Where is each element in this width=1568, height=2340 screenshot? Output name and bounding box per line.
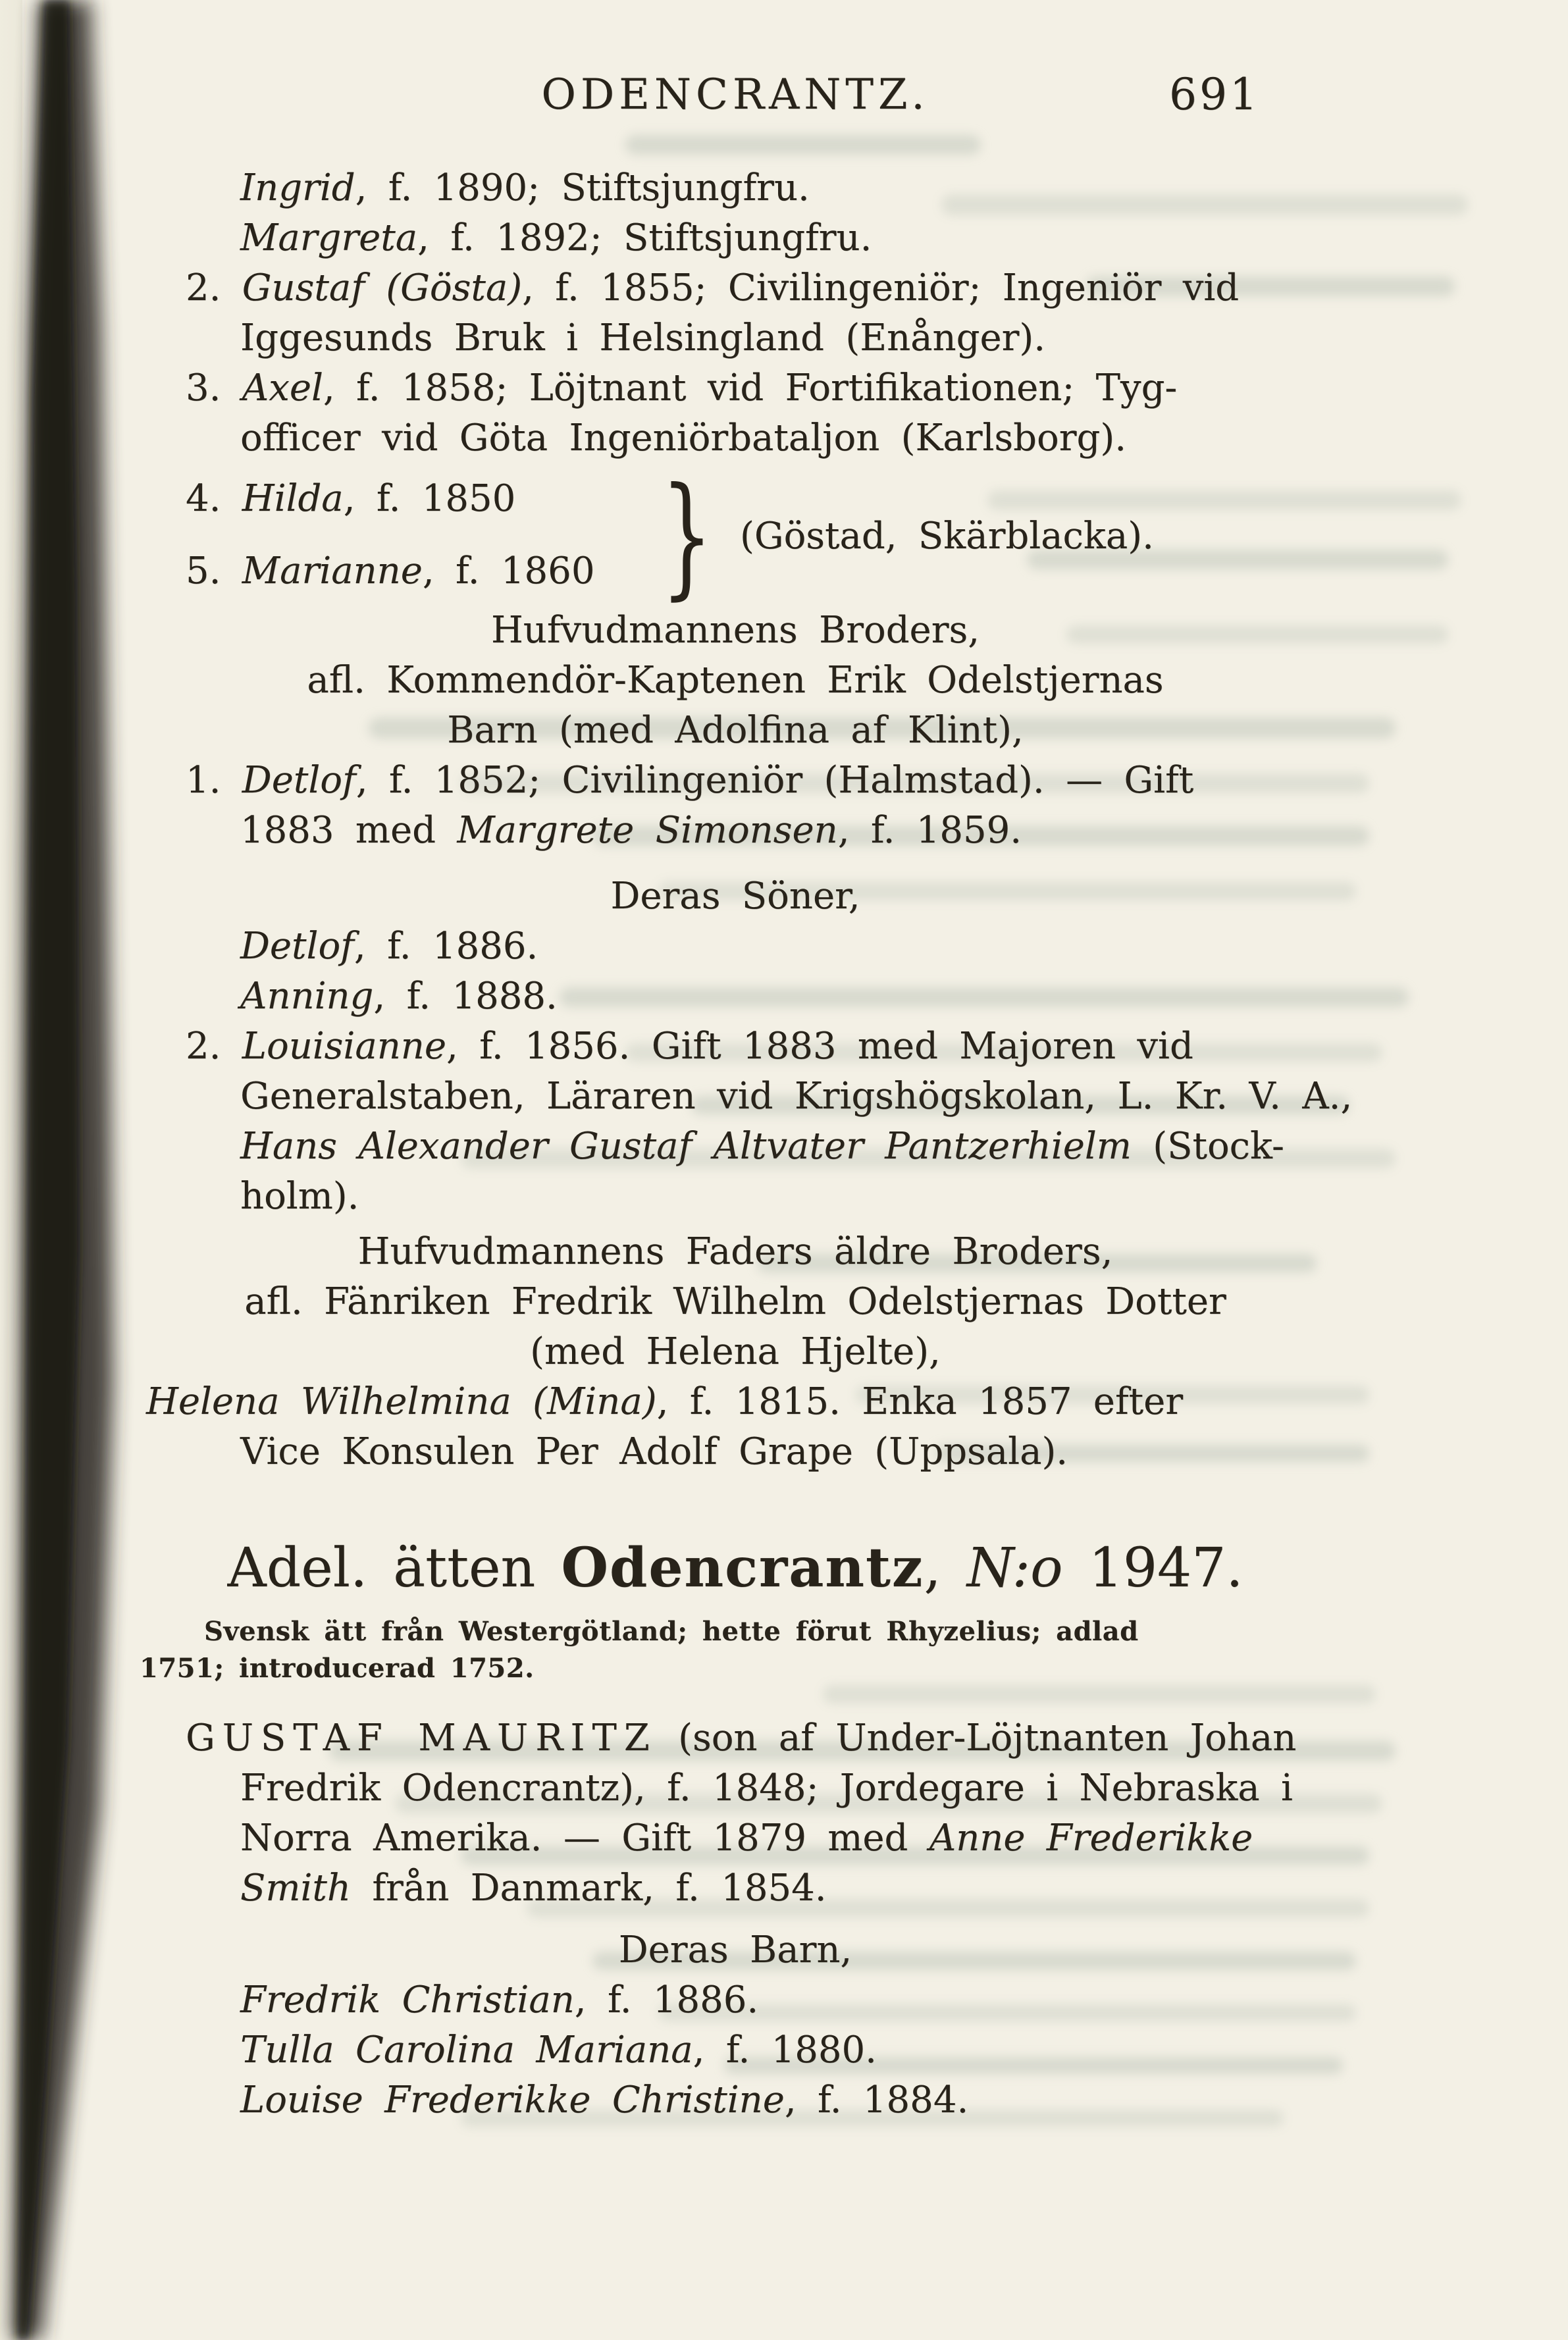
text-segment: Hans Alexander Gustaf Altvater Pantzerhielm bbox=[240, 1125, 1132, 1168]
text-segment: , f. 1859. bbox=[837, 809, 1022, 852]
text-segment: afl. Fänriken Fredrik Wilhelm Odelstjernas Dotter bbox=[244, 1280, 1226, 1323]
text-line bbox=[240, 213, 1568, 263]
text-segment: , f. 1860 bbox=[422, 550, 595, 592]
text-segment: Svensk ätt från Westergötland; hette förut Rhyzelius; adlad bbox=[204, 1616, 1139, 1647]
text-line bbox=[240, 806, 1568, 856]
text-line bbox=[186, 1713, 1568, 1763]
text-segment: Gustaf (Gösta) bbox=[242, 267, 523, 309]
text-line bbox=[186, 1022, 1568, 1072]
text-segment: , f. 1856. Gift 1883 med Majoren vid bbox=[446, 1025, 1193, 1068]
text-segment: officer vid Göta Ingeniörbataljon (Karlsborg). bbox=[240, 417, 1126, 459]
text-line bbox=[146, 606, 1324, 656]
text-segment: 3. bbox=[186, 367, 242, 409]
text-segment: Louise Frederikke Christine bbox=[240, 2079, 785, 2121]
text-line bbox=[146, 656, 1324, 706]
sibling-brace-group bbox=[186, 459, 1568, 613]
text-segment: , f. 1890; Stiftsjungfru. bbox=[355, 167, 810, 209]
text-line bbox=[240, 1427, 1568, 1477]
text-segment: N:o bbox=[966, 1537, 1063, 1599]
text-segment: Helena Wilhelmina (Mina) bbox=[146, 1380, 657, 1423]
text-line bbox=[240, 1122, 1568, 1172]
text-segment: Deras Söner, bbox=[610, 875, 860, 918]
text-segment: Detlof bbox=[240, 925, 354, 968]
text-segment: 4. bbox=[186, 477, 242, 520]
text-segment: Hufvudmannens Broders, bbox=[490, 609, 980, 652]
text-segment: Hufvudmannens Faders äldre Broders, bbox=[357, 1230, 1113, 1273]
text-segment: (Stock- bbox=[1131, 1125, 1284, 1168]
text-segment: Iggesunds Bruk i Helsingland (Enånger). bbox=[240, 317, 1046, 359]
text-segment: 1883 med bbox=[240, 809, 457, 852]
text-segment: , f. 1850 bbox=[343, 477, 516, 520]
text-segment: Axel bbox=[242, 367, 323, 409]
page-number: 691 bbox=[1169, 69, 1260, 120]
text-line bbox=[204, 1613, 1568, 1650]
text-segment: Marianne bbox=[242, 550, 423, 592]
text-segment: , bbox=[924, 1537, 967, 1599]
text-line bbox=[186, 756, 1568, 806]
text-segment: 1. bbox=[186, 759, 242, 802]
text-line bbox=[146, 871, 1324, 922]
text-segment: 1947. bbox=[1062, 1537, 1243, 1599]
text-line bbox=[240, 413, 1568, 463]
text-segment: Deras Barn, bbox=[618, 1929, 852, 1971]
text-segment: Barn (med Adolfina af Klint), bbox=[447, 709, 1024, 752]
text-line bbox=[146, 1925, 1324, 1975]
text-segment: Generalstaben, Läraren vid Krigshögskolan, L. Kr. V. A., bbox=[240, 1075, 1353, 1118]
text-line bbox=[146, 1227, 1324, 1277]
text-segment: (son af Under-Löjtnanten Johan bbox=[656, 1717, 1297, 1759]
text-segment: GUSTAF MAURITZ bbox=[186, 1717, 657, 1759]
text-segment: Margrete Simonsen bbox=[457, 809, 838, 852]
text-line bbox=[240, 1863, 1568, 1913]
text-segment: Adel. ätten bbox=[227, 1537, 562, 1599]
text-segment: , f. 1884. bbox=[784, 2079, 969, 2121]
text-line bbox=[146, 1277, 1324, 1327]
text-segment: Fredrik Odencrantz), f. 1848; Jordegare i Nebraska i bbox=[240, 1767, 1293, 1809]
text-segment: Smith bbox=[240, 1867, 351, 1910]
text-segment: , f. 1886. bbox=[574, 1979, 759, 2021]
text-line bbox=[240, 922, 1568, 972]
text-line bbox=[146, 1327, 1324, 1377]
text-segment: 5. bbox=[186, 550, 242, 592]
text-segment: Norra Amerika. — Gift 1879 med bbox=[240, 1817, 929, 1859]
brace-glyph: } bbox=[661, 459, 713, 613]
text-segment: Margreta bbox=[240, 217, 418, 259]
text-line bbox=[240, 1072, 1568, 1122]
text-line bbox=[240, 2025, 1568, 2075]
text-line bbox=[186, 474, 515, 524]
text-line bbox=[240, 313, 1568, 363]
text-segment: , f. 1852; Civilingeniör (Halmstad). — Gift bbox=[355, 759, 1194, 802]
text-line bbox=[240, 972, 1568, 1022]
text-segment: Tulla Carolina Mariana bbox=[240, 2029, 693, 2071]
text-segment: (med Helena Hjelte), bbox=[530, 1330, 941, 1373]
text-segment: Odencrantz bbox=[561, 1536, 924, 1599]
text-line bbox=[240, 1975, 1568, 2025]
text-line bbox=[240, 1813, 1568, 1863]
section-heading bbox=[146, 1538, 1324, 1599]
text-segment: 2. bbox=[186, 267, 242, 309]
text-segment: holm). bbox=[240, 1175, 359, 1218]
running-title: ODENCRANTZ. bbox=[541, 70, 929, 119]
text-segment: , f. 1888. bbox=[373, 975, 558, 1018]
text-line bbox=[240, 2075, 1568, 2125]
text-segment: Anne Frederikke bbox=[929, 1817, 1253, 1859]
text-segment: Anning bbox=[240, 975, 374, 1018]
text-line bbox=[140, 1650, 1568, 1687]
text-line bbox=[240, 1172, 1568, 1222]
text-segment: från Danmark, f. 1854. bbox=[350, 1867, 827, 1910]
text-line bbox=[240, 163, 1568, 213]
text-segment: afl. Kommendör-Kaptenen Erik Odelstjernas bbox=[307, 659, 1164, 702]
text-segment: , f. 1855; Civilingeniör; Ingeniör vid bbox=[522, 267, 1240, 309]
text-line bbox=[240, 1763, 1568, 1813]
text-line bbox=[146, 1377, 1568, 1427]
text-segment: , f. 1886. bbox=[353, 925, 538, 968]
text-segment: 1751; introducerad 1752. bbox=[140, 1653, 535, 1684]
text-segment: 2. bbox=[186, 1025, 242, 1068]
text-line bbox=[186, 546, 594, 596]
text-segment: Louisianne bbox=[242, 1025, 446, 1068]
text-segment: , f. 1858; Löjtnant vid Fortifikationen; Tyg- bbox=[323, 367, 1178, 409]
text-line bbox=[186, 263, 1568, 313]
text-segment: , f. 1880. bbox=[693, 2029, 877, 2071]
text-segment: Hilda bbox=[242, 477, 344, 520]
text-segment: Vice Konsulen Per Adolf Grape (Uppsala). bbox=[240, 1430, 1068, 1473]
text-segment: , f. 1815. Enka 1857 efter bbox=[656, 1380, 1184, 1423]
text-segment: Ingrid bbox=[240, 167, 355, 209]
brace-annotation: (Göstad, Skärblacka). bbox=[740, 515, 1154, 558]
text-segment: Fredrik Christian bbox=[240, 1979, 575, 2021]
text-segment: , f. 1892; Stiftsjungfru. bbox=[417, 217, 872, 259]
text-segment: Detlof bbox=[242, 759, 356, 802]
text-line bbox=[186, 363, 1568, 413]
text-line bbox=[146, 706, 1324, 756]
